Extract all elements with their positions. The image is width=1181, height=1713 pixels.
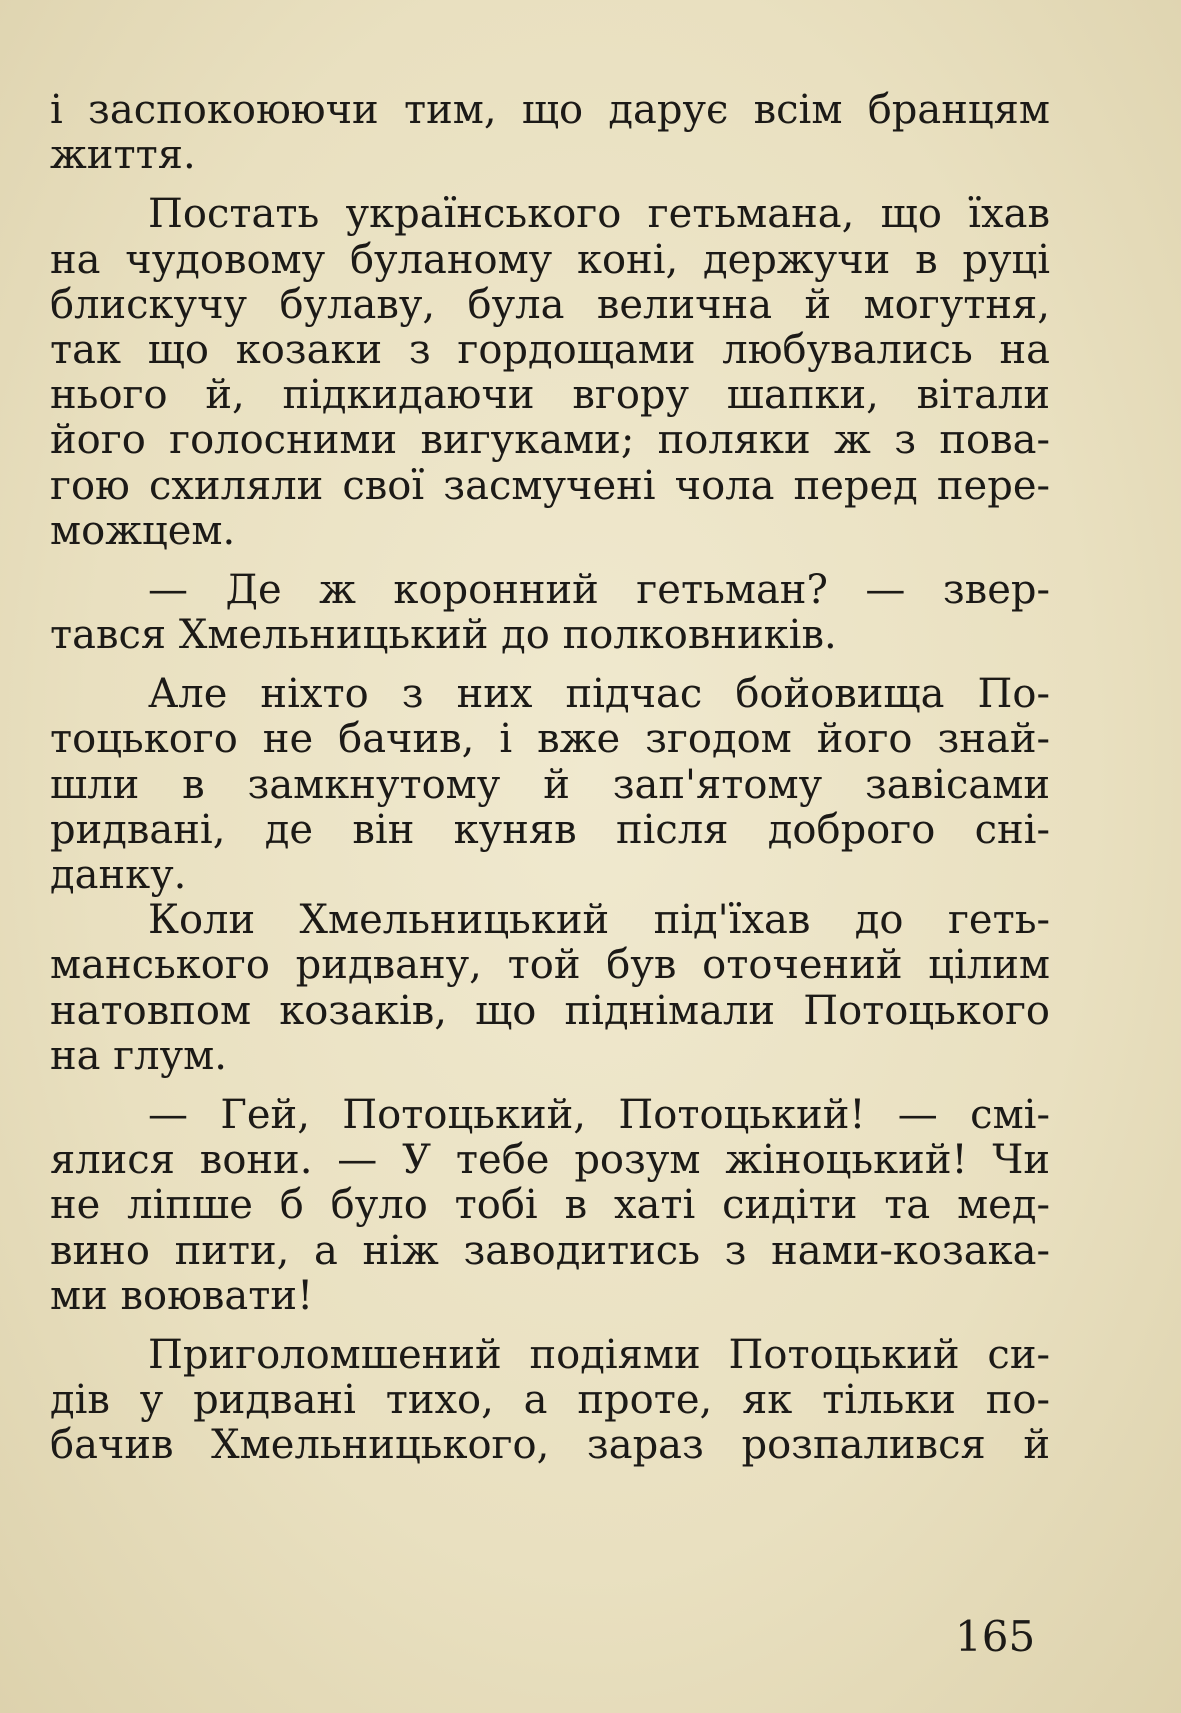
text-line: гою схиляли свої засмучені чола перед пере- bbox=[50, 462, 1050, 509]
text-line: ялися вони. — У тебе розум жіноцький! Чи bbox=[50, 1137, 1050, 1184]
paragraph-3 bbox=[50, 568, 1050, 658]
text-line: на глум. bbox=[50, 1032, 227, 1079]
paragraph-4 bbox=[50, 672, 1050, 898]
text-line: його голосними вигуками; поляки ж з пова- bbox=[50, 417, 1050, 464]
text-line: Але ніхто з них підчас бойовища По- bbox=[148, 671, 1050, 718]
paragraph-2 bbox=[50, 192, 1050, 554]
text-line: Приголомшений подіями Потоцький си- bbox=[148, 1331, 1050, 1378]
text-line: життя. bbox=[50, 132, 196, 179]
text-line: блискучу булаву, була велична й могутня, bbox=[50, 281, 1050, 328]
page-number: 165 bbox=[955, 1612, 1036, 1661]
text-line: Постать українського гетьмана, що їхав bbox=[148, 191, 1050, 238]
paragraph-6 bbox=[50, 1093, 1050, 1319]
text-line: данку. bbox=[50, 852, 187, 898]
paragraph-7 bbox=[50, 1333, 1050, 1469]
text-line: дів у ридвані тихо, а проте, як тільки по- bbox=[50, 1377, 1050, 1424]
text-line: не ліпше б було тобі в хаті сидіти та мед- bbox=[50, 1182, 1050, 1229]
text-line: — Гей, Потоцький, Потоцький! — смі- bbox=[148, 1091, 1050, 1138]
text-line: ридвані, де він куняв після доброго сні- bbox=[50, 806, 1050, 853]
text-line: Коли Хмельницький під'їхав до геть- bbox=[148, 897, 1050, 944]
paragraph-5 bbox=[50, 898, 1050, 1079]
text-line: манського ридвану, той був оточений цілим bbox=[50, 942, 1050, 989]
text-line: нього й, підкидаючи вгору шапки, вітали bbox=[50, 372, 1050, 419]
text-line: бачив Хмельницького, зараз розпалився й bbox=[50, 1422, 1050, 1469]
text-line: натовпом козаків, що піднімали Потоцького bbox=[50, 987, 1050, 1034]
paragraph-1 bbox=[50, 88, 1050, 178]
text-line: на чудовому буланому коні, держучи в руці bbox=[50, 236, 1050, 283]
text-line: так що козаки з гордощами любувались на bbox=[50, 326, 1050, 373]
text-line: тоцького не бачив, і вже згодом його знай- bbox=[50, 716, 1050, 763]
text-line: — Де ж коронний гетьман? — звер- bbox=[148, 566, 1050, 613]
text-line: шли в замкнутому й зап'ятому завісами bbox=[50, 761, 1050, 808]
text-line: ми воювати! bbox=[50, 1272, 314, 1319]
page-text bbox=[50, 88, 1050, 1468]
text-line: можцем. bbox=[50, 507, 236, 554]
text-line: і заспокоюючи тим, що дарує всім бранцям bbox=[50, 87, 1050, 133]
text-line: тався Хмельницький до полковників. bbox=[50, 612, 837, 659]
text-line: вино пити, а ніж заводитись з нами-козака- bbox=[50, 1227, 1050, 1274]
